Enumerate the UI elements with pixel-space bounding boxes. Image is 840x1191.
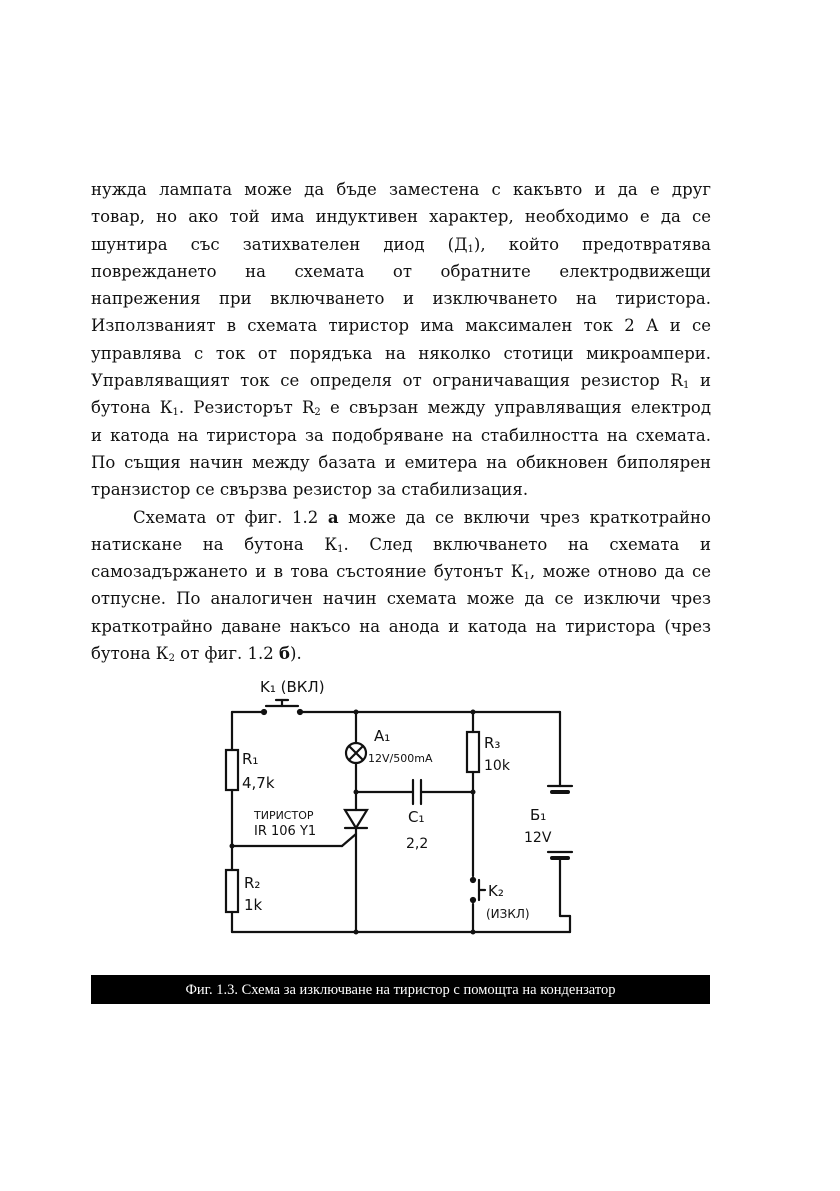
junction-dot [354,710,359,715]
text-line: По същия начин между базата и емитера на обикновен биполярен [91,452,711,472]
text-line: отпусне. По аналогичен начин схемата може да се изключи чрез [91,589,711,609]
junction-dot [354,930,359,935]
junction-dot [230,844,235,849]
junction-dot [471,930,476,935]
body-text [91,176,711,667]
label-k2-note: (ИЗКЛ) [486,907,530,921]
text-line: бутона $К_1$. Резисторът $R_2$ е свързан между управляващия електрод [91,398,712,419]
text-line: самозадържането и в това състояние бутонът $К_1$, може отново да се [91,562,712,583]
text-line: Схемата от фиг. 1.2 а може да се включи чрез краткотрайно [133,507,711,527]
label-r3: R₃ [484,734,501,752]
junction-dot [471,710,476,715]
junction-dot [354,790,359,795]
label-thyristor-model: IR 106 Y1 [254,824,317,839]
label-r3-value: 10k [484,758,510,774]
text-line: товар, но ако той има индуктивен характер, необходимо е да се [91,207,711,227]
text-line: бутона $К_2$ от фиг. 1.2 б). [91,644,302,665]
resistor-r3-symbol [467,732,479,772]
text-line: управлява с ток от порядъка на няколко стотици микроампери. [91,343,711,363]
resistor-r1-symbol [226,750,238,790]
label-k1: K₁ (ВКЛ) [260,678,325,696]
switch-k1-symbol [262,700,302,714]
resistor-r2-symbol [226,870,238,912]
label-thyristor: ТИРИСТОР [254,809,314,822]
label-r2-value: 1k [244,896,263,914]
text-line: краткотрайно даване накъсо на анода и катода на тиристора (чрез [91,616,711,636]
text-line: и катода на тиристора за подобряване на стабилността на схемата. [91,425,711,445]
label-lamp-rating: 12V/500mA [368,752,433,765]
text-line: натискане на бутона $К_1$. След включването на схемата и [91,534,711,555]
capacitor-c1-symbol [413,780,421,804]
text-line: напрежения при включването и изключването на тиристора. [91,289,711,309]
label-battery: Б₁ [530,806,547,824]
text-line: повреждането на схемата от обратните електродвижещи [91,261,711,281]
label-r2: R₂ [244,874,261,892]
text-line: нужда лампата може да бъде заместена с какъвто и да е друг [91,180,711,199]
label-r1-value: 4,7k [242,774,275,792]
circuit-schematic [200,668,600,953]
figure-caption: Фиг. 1.3. Схема за изключване на тиристор с помощта на кондензатор [91,975,710,1004]
junction-dot [471,790,476,795]
wire [342,834,356,846]
thyristor-symbol [345,810,367,828]
text-line: транзистор се свързва резистор за стабилизация. [91,480,529,500]
label-k2: K₂ [488,882,504,900]
text-line: шунтира със затихвателен диод $(Д_1)$, който предотвратява [91,234,711,255]
label-battery-voltage: 12V [524,830,552,846]
text-line: Използваният в схемата тиристор има максимален ток 2 А и се [91,316,711,336]
label-c1: C₁ [408,808,425,826]
label-c1-value: 2,2 [406,836,429,852]
lamp-a1-symbol [346,743,366,763]
label-r1: R₁ [242,750,259,768]
battery-b1-symbol [548,786,572,858]
label-a1: A₁ [374,727,391,745]
text-line: Управляващият ток се определя от ограничаващия резистор $R_1$ и [91,371,711,392]
schematic-svg [200,668,600,953]
switch-k2-symbol [471,878,485,902]
